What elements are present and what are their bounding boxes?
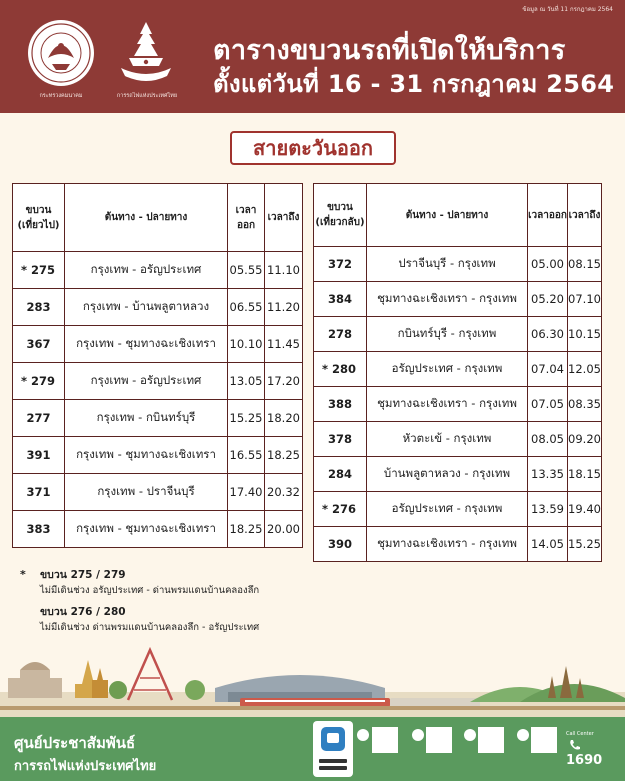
- route-cell: กรุงเทพ - ชุมทางฉะเชิงเทรา: [65, 437, 228, 474]
- route-cell: กรุงเทพ - ปราจีนบุรี: [65, 474, 228, 511]
- phone-icon: [569, 739, 581, 751]
- srt-caption: การรถไฟแห่งประเทศไทย: [116, 93, 178, 99]
- depart-time: 13.05: [228, 363, 265, 400]
- col-label: เวลา: [235, 204, 257, 216]
- train-number: 284: [314, 457, 367, 492]
- route-cell: กบินทร์บุรี - กรุงเทพ: [367, 317, 528, 352]
- route-cell: หัวตะเข้ - กรุงเทพ: [367, 422, 528, 457]
- return-timetable: [313, 183, 602, 562]
- pr-center-title: ศูนย์ประชาสัมพันธ์: [14, 734, 136, 752]
- train-number: 384: [314, 282, 367, 317]
- depart-time: 06.30: [528, 317, 568, 352]
- route-cell: กรุงเทพ - ชุมทางฉะเชิงเทรา: [65, 511, 228, 548]
- col-sublabel: (เที่ยวกลับ): [315, 217, 365, 228]
- col-sublabel: (เที่ยวไป): [17, 219, 60, 231]
- route-cell: ปราจีนบุรี - กรุงเทพ: [367, 247, 528, 282]
- arrive-time: 12.05: [568, 352, 602, 387]
- arrive-time: 11.10: [265, 252, 303, 289]
- arrive-time: 18.25: [265, 437, 303, 474]
- train-number: 367: [13, 326, 65, 363]
- tracking-icon: [357, 729, 369, 741]
- facebook-icon: [412, 729, 424, 741]
- train-number: 383: [13, 511, 65, 548]
- table-row: [314, 422, 602, 457]
- depart-time: 05.55: [228, 252, 265, 289]
- depart-time: 07.04: [528, 352, 568, 387]
- table-row: [13, 511, 303, 548]
- pr-center-subtitle: การรถไฟแห่งประเทศไทย: [14, 759, 157, 774]
- table-row: [13, 400, 303, 437]
- footer-bar: [0, 717, 625, 781]
- train-number: * 275: [13, 252, 65, 289]
- outbound-col-depart: [228, 184, 265, 252]
- youtube-icon: [464, 729, 476, 741]
- arrive-time: 18.15: [568, 457, 602, 492]
- table-row: [314, 352, 602, 387]
- table-row: [13, 326, 303, 363]
- outbound-col-arrive: เวลาถึง: [265, 184, 303, 252]
- arrive-time: 19.40: [568, 492, 602, 527]
- call-center-number[interactable]: 1690: [566, 753, 603, 768]
- route-cell: อรัญประเทศ - กรุงเทพ: [367, 492, 528, 527]
- depart-time: 07.05: [528, 387, 568, 422]
- footnote-text: ไม่มีเดินช่วง อรัญประเทศ - ด่านพรมแดนบ้านคลองลึก: [40, 585, 260, 596]
- depart-time: 16.55: [228, 437, 265, 474]
- call-center-label: Call Center: [566, 731, 594, 737]
- arrive-time: 18.20: [265, 400, 303, 437]
- ministry-caption: กระทรวงคมนาคม: [39, 93, 83, 99]
- return-header-row: [314, 184, 602, 247]
- table-row: [13, 474, 303, 511]
- arrive-time: 20.00: [265, 511, 303, 548]
- route-cell: กรุงเทพ - ชุมทางฉะเชิงเทรา: [65, 326, 228, 363]
- depart-time: 05.20: [528, 282, 568, 317]
- route-cell: กรุงเทพ - กบินทร์บุรี: [65, 400, 228, 437]
- train-number: 283: [13, 289, 65, 326]
- page-subtitle-dates: ตั้งแต่วันที่ 16 - 31 กรกฎาคม 2564: [213, 70, 615, 98]
- table-row: [314, 387, 602, 422]
- depart-time: 15.25: [228, 400, 265, 437]
- depart-time: 14.05: [528, 527, 568, 562]
- route-name-badge: สายตะวันออก: [230, 131, 396, 165]
- train-number: 277: [13, 400, 65, 437]
- train-number: * 279: [13, 363, 65, 400]
- depart-time: 17.40: [228, 474, 265, 511]
- footnote-star: *: [20, 568, 26, 581]
- table-row: [314, 492, 602, 527]
- route-cell: ชุมทางฉะเชิงเทรา - กรุงเทพ: [367, 282, 528, 317]
- app-card[interactable]: [313, 721, 353, 777]
- outbound-header-row: [13, 184, 303, 252]
- train-number: 391: [13, 437, 65, 474]
- depart-time: 05.00: [528, 247, 568, 282]
- depart-time: 06.55: [228, 289, 265, 326]
- qr-code-icon[interactable]: [478, 727, 504, 753]
- arrive-time: 08.15: [568, 247, 602, 282]
- website-icon: [517, 729, 529, 741]
- table-row: [13, 437, 303, 474]
- footnote-text: ไม่มีเดินช่วง ด่านพรมแดนบ้านคลองลึก - อรัญประเทศ: [40, 622, 260, 633]
- outbound-col-route: ต้นทาง - ปลายทาง: [65, 184, 228, 252]
- table-row: [314, 457, 602, 492]
- footnote-item: [40, 568, 259, 598]
- return-col-arrive: เวลาถึง: [568, 184, 602, 247]
- table-row: [13, 289, 303, 326]
- outbound-rows: [13, 252, 303, 548]
- route-cell: บ้านพลูตาหลวง - กรุงเทพ: [367, 457, 528, 492]
- route-cell: กรุงเทพ - บ้านพลูตาหลวง: [65, 289, 228, 326]
- arrive-time: 15.25: [568, 527, 602, 562]
- footnote-item: [40, 605, 259, 635]
- train-number: 371: [13, 474, 65, 511]
- srt-logo-icon: [111, 18, 181, 88]
- arrive-time: 08.35: [568, 387, 602, 422]
- col-label: ขบวน: [25, 204, 52, 216]
- footnote-title: ขบวน 275 / 279: [40, 569, 126, 581]
- table-row: [13, 252, 303, 289]
- qr-code-icon[interactable]: [531, 727, 557, 753]
- header-banner: [0, 0, 625, 113]
- outbound-timetable: [12, 183, 303, 548]
- route-cell: ชุมทางฉะเชิงเทรา - กรุงเทพ: [367, 527, 528, 562]
- table-row: [314, 282, 602, 317]
- return-col-route: ต้นทาง - ปลายทาง: [367, 184, 528, 247]
- table-row: [314, 247, 602, 282]
- col-sublabel: ออก: [236, 219, 256, 231]
- depart-time: 13.59: [528, 492, 568, 527]
- app-icon: [313, 721, 353, 777]
- footnote-title: ขบวน 276 / 280: [40, 606, 126, 618]
- arrive-time: 11.45: [265, 326, 303, 363]
- depart-time: 10.10: [228, 326, 265, 363]
- arrive-time: 17.20: [265, 363, 303, 400]
- route-cell: กรุงเทพ - อรัญประเทศ: [65, 252, 228, 289]
- ministry-logo-icon: [26, 18, 96, 88]
- arrive-time: 11.20: [265, 289, 303, 326]
- train-number: 372: [314, 247, 367, 282]
- route-cell: ชุมทางฉะเชิงเทรา - กรุงเทพ: [367, 387, 528, 422]
- arrive-time: 09.20: [568, 422, 602, 457]
- train-number: 388: [314, 387, 367, 422]
- table-row: [13, 363, 303, 400]
- qr-code-icon[interactable]: [372, 727, 398, 753]
- train-number: * 280: [314, 352, 367, 387]
- train-number: * 276: [314, 492, 367, 527]
- skyline-illustration: [0, 640, 625, 720]
- return-rows: [314, 247, 602, 562]
- depart-time: 13.35: [528, 457, 568, 492]
- arrive-time: 10.15: [568, 317, 602, 352]
- train-number: 278: [314, 317, 367, 352]
- return-col-depart: เวลาออก: [528, 184, 568, 247]
- arrive-time: 20.32: [265, 474, 303, 511]
- data-date-note: ข้อมูล ณ วันที่ 11 กรกฎาคม 2564: [522, 6, 613, 13]
- route-cell: กรุงเทพ - อรัญประเทศ: [65, 363, 228, 400]
- table-row: [314, 317, 602, 352]
- train-number: 378: [314, 422, 367, 457]
- train-number: 390: [314, 527, 367, 562]
- page-title: ตารางขบวนรถที่เปิดให้บริการ: [213, 35, 566, 66]
- return-col-number: [314, 184, 367, 247]
- route-cell: อรัญประเทศ - กรุงเทพ: [367, 352, 528, 387]
- col-label: ขบวน: [327, 202, 353, 213]
- depart-time: 18.25: [228, 511, 265, 548]
- arrive-time: 07.10: [568, 282, 602, 317]
- qr-code-icon[interactable]: [426, 727, 452, 753]
- depart-time: 08.05: [528, 422, 568, 457]
- table-row: [314, 527, 602, 562]
- outbound-col-number: [13, 184, 65, 252]
